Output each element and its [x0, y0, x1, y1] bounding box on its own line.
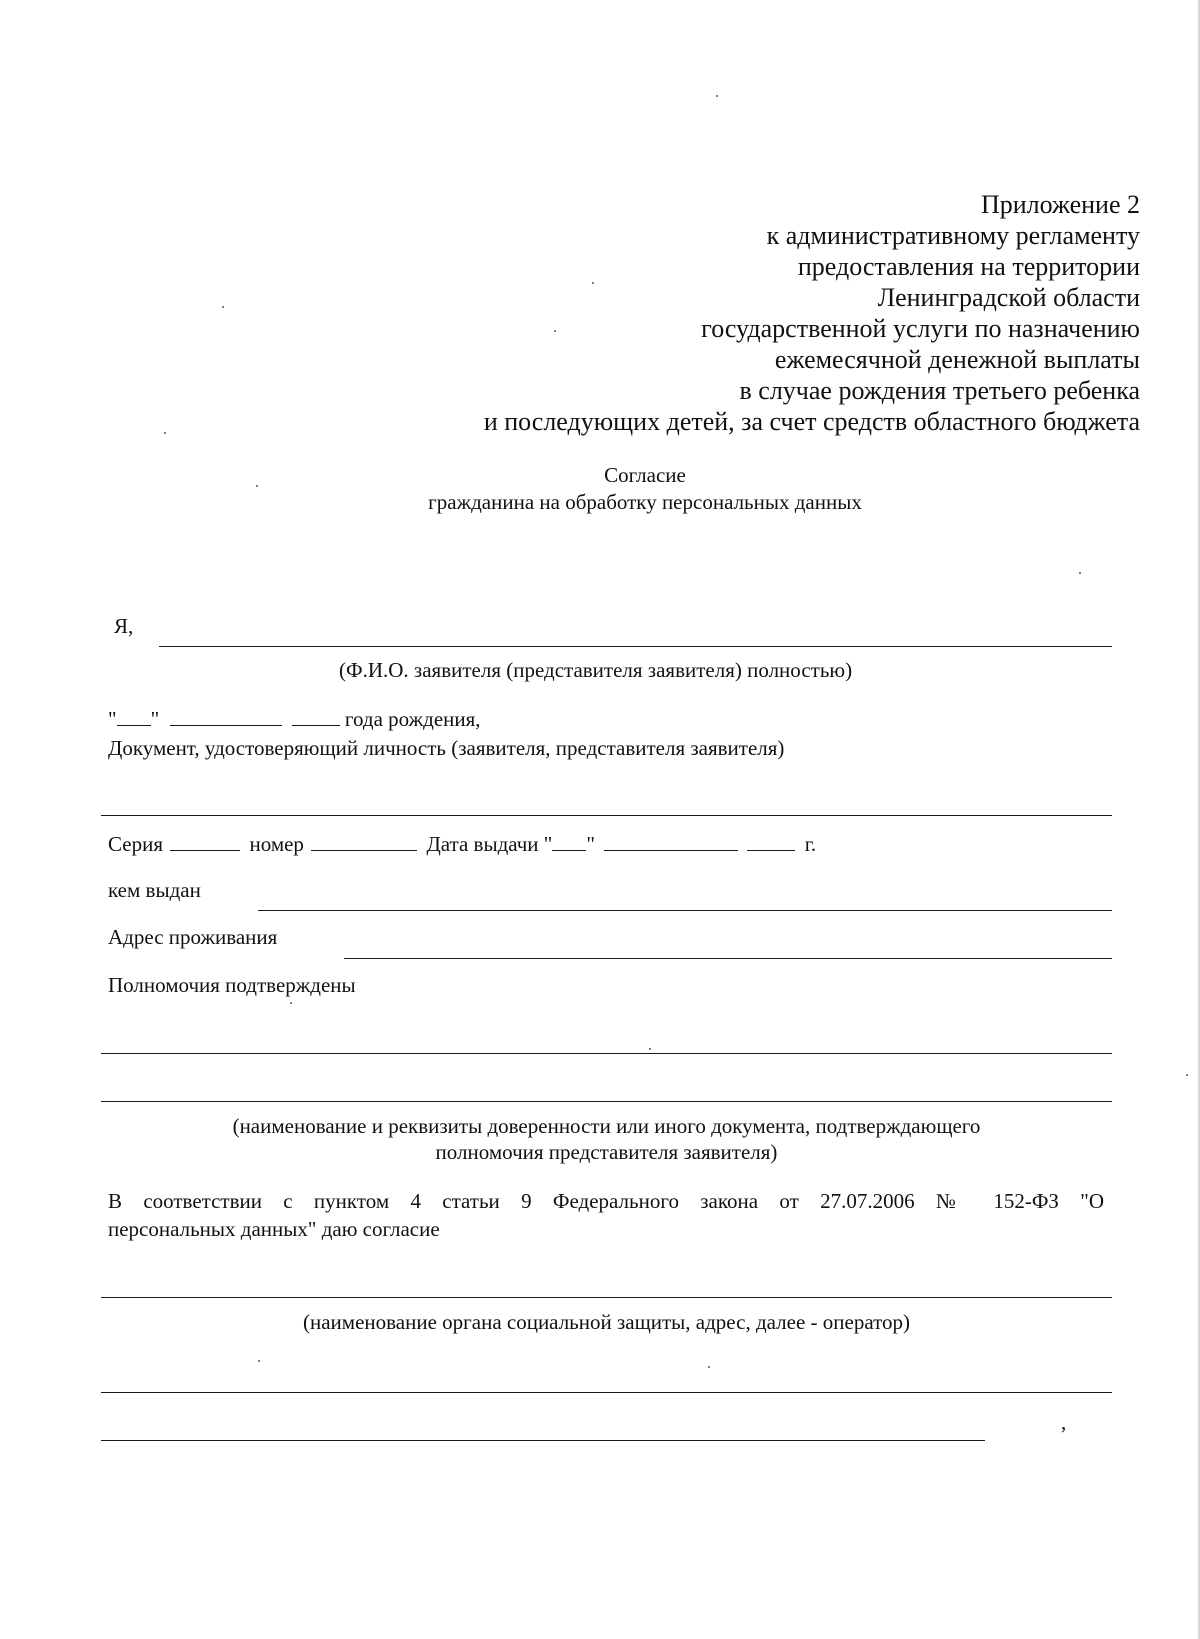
trailing-comma: , — [1061, 1410, 1067, 1434]
authority-caption-line2: полномочия представителя заявителя) — [435, 1140, 778, 1164]
ya-label: Я, — [114, 614, 134, 638]
scan-speck — [554, 330, 556, 332]
number-field[interactable] — [311, 832, 417, 851]
header-line-provision: предоставления на территории — [797, 252, 1140, 281]
header-line-region: Ленинградской области — [877, 283, 1140, 312]
scan-speck — [290, 1002, 292, 1004]
header-line-budget: и последующих детей, за счет средств областного бюджета — [483, 407, 1140, 436]
address-field-line[interactable] — [344, 958, 1112, 959]
birth-day-field[interactable] — [117, 707, 151, 726]
birth-suffix: года рождения, — [344, 707, 481, 731]
passport-details-row — [108, 832, 816, 857]
issue-day-field[interactable] — [552, 832, 586, 851]
extra-field-line-2[interactable] — [101, 1440, 985, 1441]
scan-speck — [1079, 572, 1081, 574]
year-suffix: г. — [804, 832, 817, 856]
scan-speck — [1186, 1074, 1188, 1076]
birth-month-field[interactable] — [170, 707, 282, 726]
identity-document-label: Документ, удостоверяющий личность (заявителя, представителя заявителя) — [108, 736, 785, 760]
scan-speck — [222, 306, 224, 308]
header-line-third-child: в случае рождения третьего ребенка — [739, 376, 1140, 405]
address-label: Адрес проживания — [108, 925, 278, 949]
document-subtitle: гражданина на обработку персональных данных — [428, 490, 862, 514]
appendix-header — [484, 189, 1140, 437]
birth-quote-open: " — [108, 707, 117, 731]
document-title: Согласие — [604, 463, 686, 487]
birth-year-field[interactable] — [292, 707, 340, 726]
issue-year-field[interactable] — [747, 832, 795, 851]
authority-field-line-1[interactable] — [101, 1053, 1112, 1054]
number-label: номер — [249, 832, 304, 856]
scan-speck — [649, 1048, 651, 1050]
authority-label: Полномочия подтверждены — [108, 973, 356, 997]
header-line-regulation: к административному регламенту — [766, 221, 1140, 250]
birth-quote-close: " — [150, 707, 160, 731]
series-field[interactable] — [170, 832, 240, 851]
header-line-service: государственной услуги по назначению — [701, 314, 1140, 343]
consent-text-line1: В соответствии с пунктом 4 статьи 9 Федерального закона от 27.07.2006 № 152-ФЗ "О — [108, 1189, 1104, 1213]
authority-caption — [101, 1113, 1112, 1165]
issue-date-quote-close: " — [586, 832, 595, 856]
scan-speck — [164, 432, 166, 434]
issue-month-field[interactable] — [604, 832, 738, 851]
issued-by-label: кем выдан — [108, 878, 201, 902]
header-line-payment: ежемесячной денежной выплаты — [774, 345, 1140, 374]
header-line-appendix: Приложение 2 — [980, 190, 1140, 219]
operator-caption: (наименование органа социальной защиты, адрес, далее - оператор) — [303, 1310, 910, 1334]
issue-date-label: Дата выдачи " — [426, 832, 553, 856]
operator-field-line[interactable] — [101, 1297, 1112, 1298]
scan-speck — [592, 282, 594, 284]
fio-caption: (Ф.И.О. заявителя (представителя заявителя) полностью) — [339, 658, 853, 682]
authority-caption-line1: (наименование и реквизиты доверенности или иного документа, подтверждающего — [232, 1114, 981, 1138]
extra-field-line-1[interactable] — [101, 1392, 1112, 1393]
scan-speck — [256, 485, 258, 487]
scan-speck — [708, 1366, 710, 1368]
scan-speck — [258, 1360, 260, 1362]
authority-field-line-2[interactable] — [101, 1101, 1112, 1102]
consent-paragraph — [108, 1187, 1104, 1243]
birth-date-row — [108, 707, 481, 732]
scan-speck — [716, 95, 718, 97]
consent-text-line2: персональных данных" даю согласие — [108, 1217, 440, 1241]
issued-by-field-line[interactable] — [258, 910, 1112, 911]
fio-field-line[interactable] — [159, 646, 1112, 647]
identity-document-field-line[interactable] — [101, 815, 1112, 816]
series-label: Серия — [108, 832, 163, 856]
